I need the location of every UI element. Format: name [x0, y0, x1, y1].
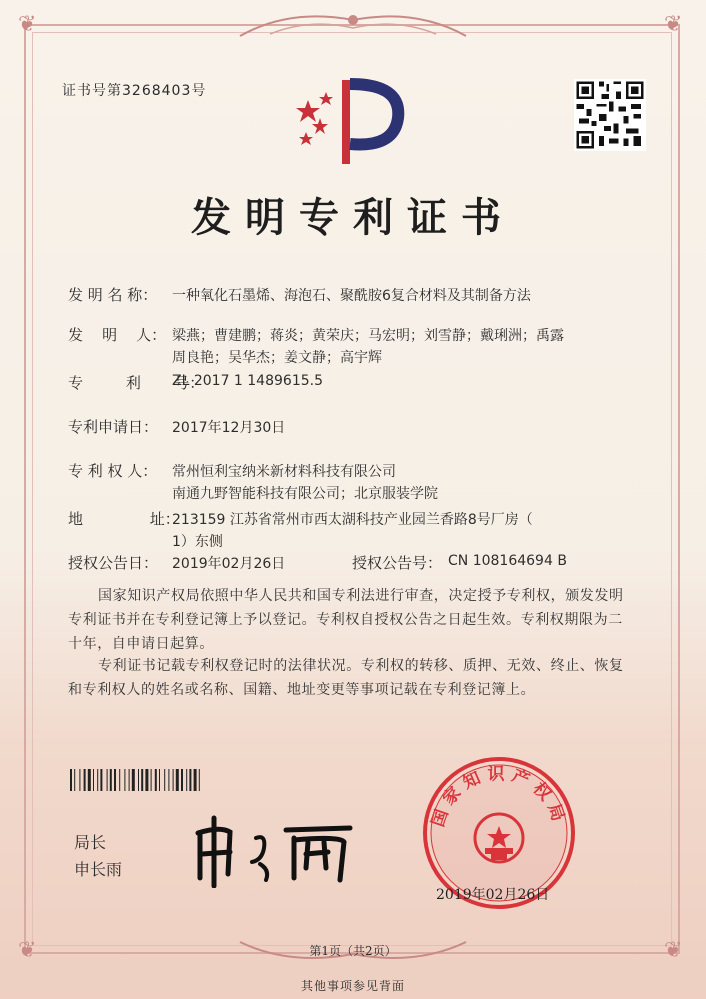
grant-date: 2019年02月26日 [172, 556, 286, 572]
patent-number-label: 专 利 号： [68, 374, 205, 392]
inventors-line-2: 周良艳；吴华杰；姜文静；高宇辉 [172, 350, 382, 366]
certificate-number: 证书号第3268403号 [62, 83, 207, 99]
address-line-1: 213159 江苏省常州市西太湖科技产业园兰香路8号厂房（ [172, 512, 533, 528]
filing-date: 2017年12月30日 [172, 420, 286, 436]
corner-ornament-top-right: ❦ [664, 12, 683, 37]
grant-number-label: 授权公告号： [352, 554, 443, 572]
corner-ornament-bottom-right: ❦ [664, 938, 683, 963]
address-label: 地 址： [68, 510, 180, 528]
invention-name-label: 发 明 名 称： [68, 286, 158, 304]
paragraph-1: 国家知识产权局依照中华人民共和国专利法进行审查，决定授予专利权，颁发发明专利证书并在专利登记簿上予以登记。专利权自授权公告之日起生效。专利权期限为二十年，自申请日起算。 [68, 588, 624, 652]
director-name: 申长雨 [74, 860, 123, 879]
patentee-line-1: 常州恒利宝纳米新材料科技有限公司 [172, 464, 396, 480]
patent-office-logo [290, 70, 410, 180]
corner-ornament-bottom-left: ❦ [18, 938, 37, 963]
grant-date-label: 授权公告日： [68, 554, 159, 572]
patent-number: ZL 2017 1 1489615.5 [172, 373, 323, 389]
certificate-title: 发明专利证书 [191, 194, 515, 241]
address-line-2: 1）东侧 [172, 534, 223, 550]
page-number: 第1页（共2页） [309, 944, 397, 958]
patentee-line-2: 南通九野智能科技有限公司；北京服装学院 [172, 486, 438, 502]
director-title: 局长 [74, 833, 107, 852]
inventors-label: 发 明 人： [68, 326, 167, 344]
seal-date: 2019年02月26日 [436, 887, 550, 903]
director-signature [190, 808, 360, 888]
corner-ornament-top-left: ❦ [18, 12, 37, 37]
top-ornament [230, 6, 476, 42]
invention-name: 一种氧化石墨烯、海泡石、聚酰胺6复合材料及其制备方法 [172, 288, 531, 304]
filing-date-label: 专利申请日： [68, 418, 159, 436]
paragraph-2: 专利证书记载专利权登记时的法律状况。专利权的转移、质押、无效、终止、恢复和专利权人的姓名或名称、国籍、地址变更等事项记载在专利登记簿上。 [68, 658, 624, 698]
inventors-line-1: 梁燕；曹建鹏；蒋炎；黄荣庆；马宏明；刘雪静；戴琍洲；禹露 [172, 328, 564, 344]
barcode [70, 769, 266, 791]
patentee-label: 专 利 权 人： [68, 462, 158, 480]
qr-code [574, 79, 646, 151]
svg-text:国家知识产权局: 国家知识产权局 [428, 764, 570, 830]
footer-note: 其他事项参见背面 [300, 979, 405, 993]
grant-number: CN 108164694 B [448, 553, 567, 569]
